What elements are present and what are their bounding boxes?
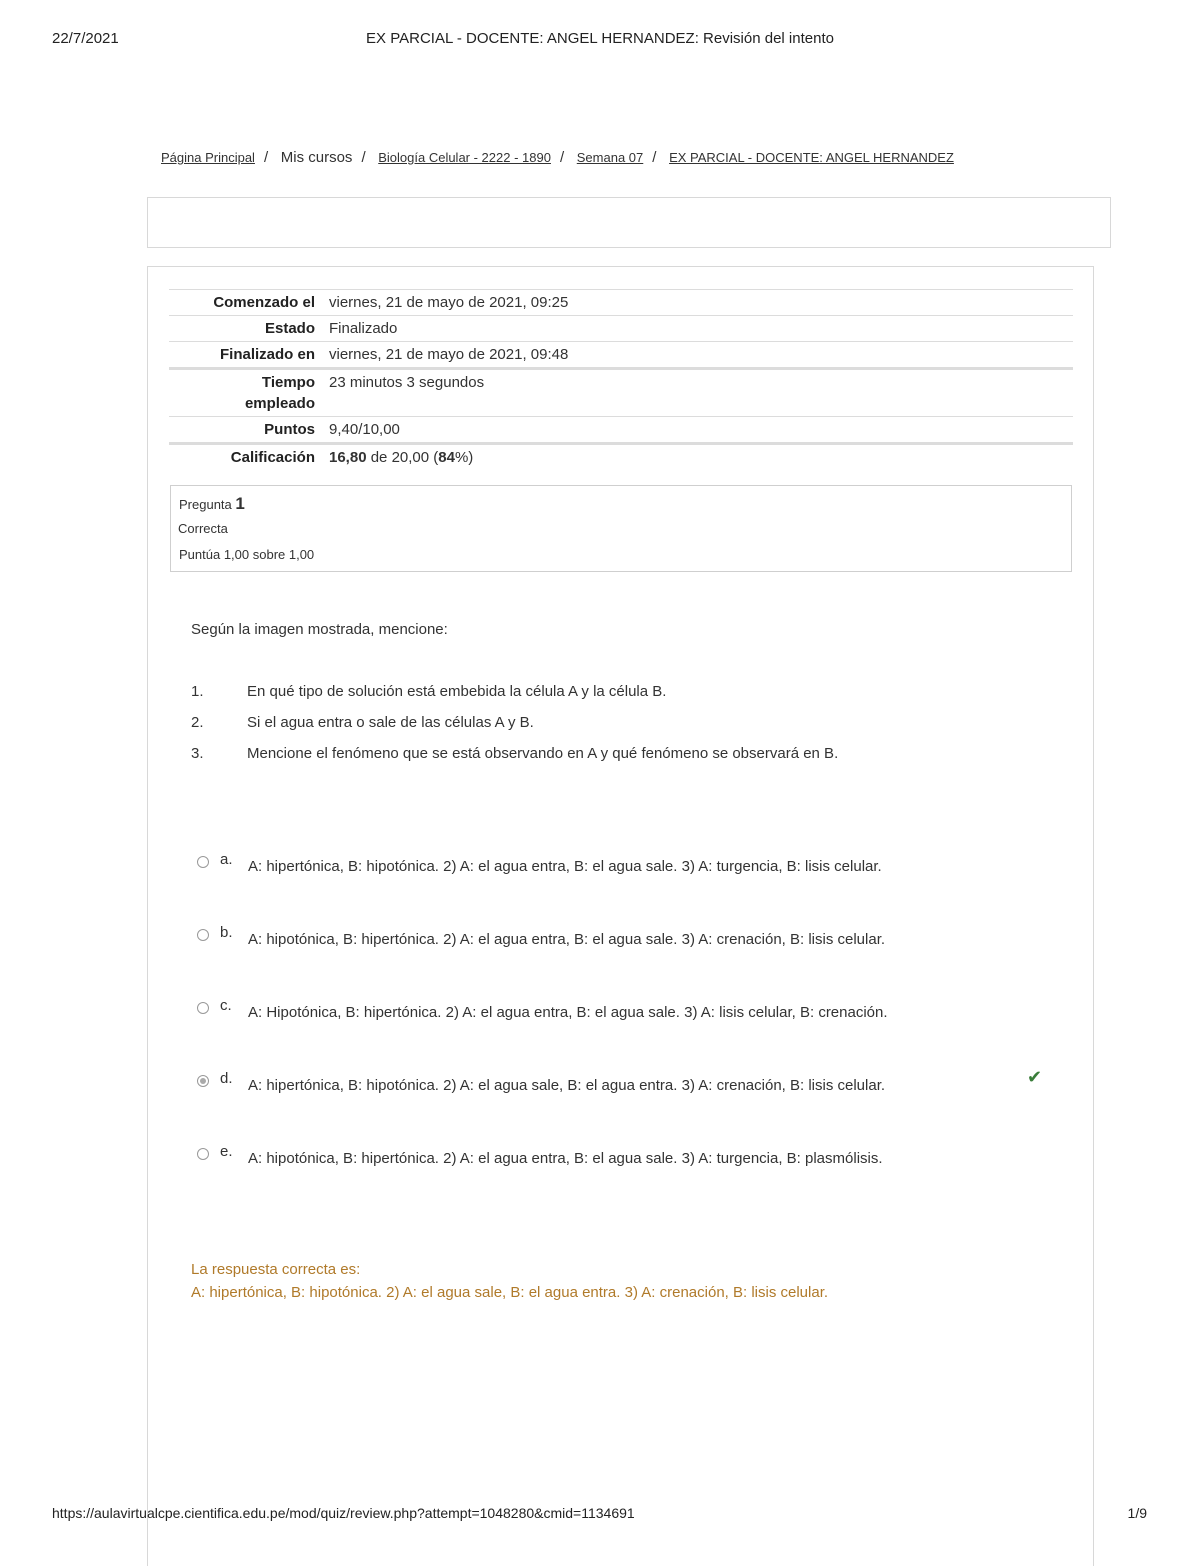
question-number-value: 1 <box>235 494 245 513</box>
question-prompt: Según la imagen mostrada, mencione: <box>191 621 448 638</box>
breadcrumb-quiz-link[interactable]: EX PARCIAL - DOCENTE: ANGEL HERNANDEZ <box>669 150 954 165</box>
summary-value: viernes, 21 de mayo de 2021, 09:48 <box>329 346 569 363</box>
summary-label <box>169 369 329 417</box>
answer-option-a[interactable] <box>197 851 1057 886</box>
step-text: Mencione el fenómeno que se está observando en A y qué fenómeno se observará en B. <box>247 745 839 762</box>
breadcrumb <box>161 149 1121 166</box>
attempt-summary-table <box>169 289 1073 470</box>
correct-check-icon: ✔ <box>1027 1067 1043 1087</box>
question-number <box>179 494 245 514</box>
question-state: Correcta <box>178 521 228 536</box>
step-number: 3. <box>191 745 204 762</box>
step-number: 1. <box>191 683 204 700</box>
breadcrumb-week-link[interactable]: Semana 07 <box>576 150 644 165</box>
answer-letter: a. <box>220 851 233 868</box>
summary-row-started <box>169 290 1073 316</box>
answer-text: A: Hipotónica, B: hipertónica. 2) A: el agua entra, B: el agua sale. 3) A: lisis celular, B: crenación. <box>248 1004 888 1021</box>
answer-option-b[interactable] <box>197 924 1057 959</box>
answer-text: A: hipotónica, B: hipertónica. 2) A: el agua entra, B: el agua sale. 3) A: crenación, B: lisis celular. <box>248 931 886 948</box>
grade-end: %) <box>454 449 474 466</box>
feedback-text: A: hipertónica, B: hipotónica. 2) A: el agua sale, B: el agua entra. 3) A: crenación, B: lisis celular. <box>191 1284 829 1301</box>
breadcrumb-course-link[interactable]: Biología Celular - 2222 - 1890 <box>378 150 551 165</box>
summary-row-points <box>169 417 1073 444</box>
radio-button-selected[interactable] <box>197 1075 209 1087</box>
answer-letter: b. <box>220 924 233 941</box>
print-header <box>0 30 1200 50</box>
answer-option-c[interactable] <box>197 997 1057 1032</box>
print-page-number: 1/9 <box>1127 1505 1147 1521</box>
answer-letter: e. <box>220 1143 233 1160</box>
step-text: En qué tipo de solución está embebida la célula A y la célula B. <box>247 683 667 700</box>
print-url: https://aulavirtualcpe.cientifica.edu.pe/mod/quiz/review.php?attempt=1048280&cmid=1134691 <box>52 1505 635 1521</box>
correct-answer-feedback <box>191 1258 828 1304</box>
breadcrumb-my-courses: Mis cursos <box>280 149 353 166</box>
grade-total: de 20,00 ( <box>366 449 439 466</box>
summary-label: Estado <box>264 320 315 337</box>
step-number: 2. <box>191 714 204 731</box>
radio-button[interactable] <box>197 1002 209 1014</box>
answer-text: A: hipotónica, B: hipertónica. 2) A: el agua entra, B: el agua sale. 3) A: turgencia, B: plasmólisis. <box>248 1150 883 1167</box>
question-info-box <box>170 485 1072 572</box>
breadcrumb-separator: / <box>263 149 269 166</box>
print-date: 22/7/2021 <box>52 30 119 47</box>
answer-letter: d. <box>220 1070 233 1087</box>
breadcrumb-separator: / <box>559 149 565 166</box>
grade-percent: 84 <box>438 449 455 466</box>
answer-text: A: hipertónica, B: hipotónica. 2) A: el agua sale, B: el agua entra. 3) A: crenación, B: lisis celular. <box>248 1077 886 1094</box>
breadcrumb-home-link[interactable]: Página Principal <box>161 150 255 165</box>
summary-row-state <box>169 316 1073 342</box>
summary-row-time <box>169 369 1073 417</box>
answer-text: A: hipertónica, B: hipotónica. 2) A: el agua entra, B: el agua sale. 3) A: turgencia, B: lisis celular. <box>248 858 882 875</box>
summary-value: viernes, 21 de mayo de 2021, 09:25 <box>329 294 569 311</box>
answer-option-e[interactable] <box>197 1143 1057 1178</box>
summary-label-line: empleado <box>244 395 315 412</box>
summary-label: Calificación <box>230 449 315 466</box>
radio-button[interactable] <box>197 929 209 941</box>
answer-option-d[interactable] <box>197 1067 1057 1105</box>
feedback-label: La respuesta correcta es: <box>191 1261 361 1278</box>
summary-label: Puntos <box>264 421 315 438</box>
radio-button[interactable] <box>197 856 209 868</box>
question-label: Pregunta <box>179 497 232 512</box>
summary-row-grade <box>169 444 1073 471</box>
summary-value <box>329 444 1073 471</box>
breadcrumb-separator: / <box>652 149 657 166</box>
summary-value: 23 minutos 3 segundos <box>329 374 485 391</box>
question-grade: Puntúa 1,00 sobre 1,00 <box>179 547 315 562</box>
print-title: EX PARCIAL - DOCENTE: ANGEL HERNANDEZ: Revisión del intento <box>366 30 834 47</box>
step-text: Si el agua entra o sale de las células A y B. <box>247 714 534 731</box>
radio-button[interactable] <box>197 1148 209 1160</box>
summary-row-finished <box>169 342 1073 369</box>
empty-block <box>147 197 1111 248</box>
grade-score: 16,80 <box>329 449 367 466</box>
summary-value: 9,40/10,00 <box>329 421 400 438</box>
summary-label: Comenzado el <box>213 294 315 311</box>
answer-letter: c. <box>220 997 232 1014</box>
summary-label: Finalizado en <box>219 346 315 363</box>
summary-value: Finalizado <box>329 320 398 337</box>
summary-label-line: Tiempo <box>261 374 315 391</box>
breadcrumb-separator: / <box>361 149 366 166</box>
